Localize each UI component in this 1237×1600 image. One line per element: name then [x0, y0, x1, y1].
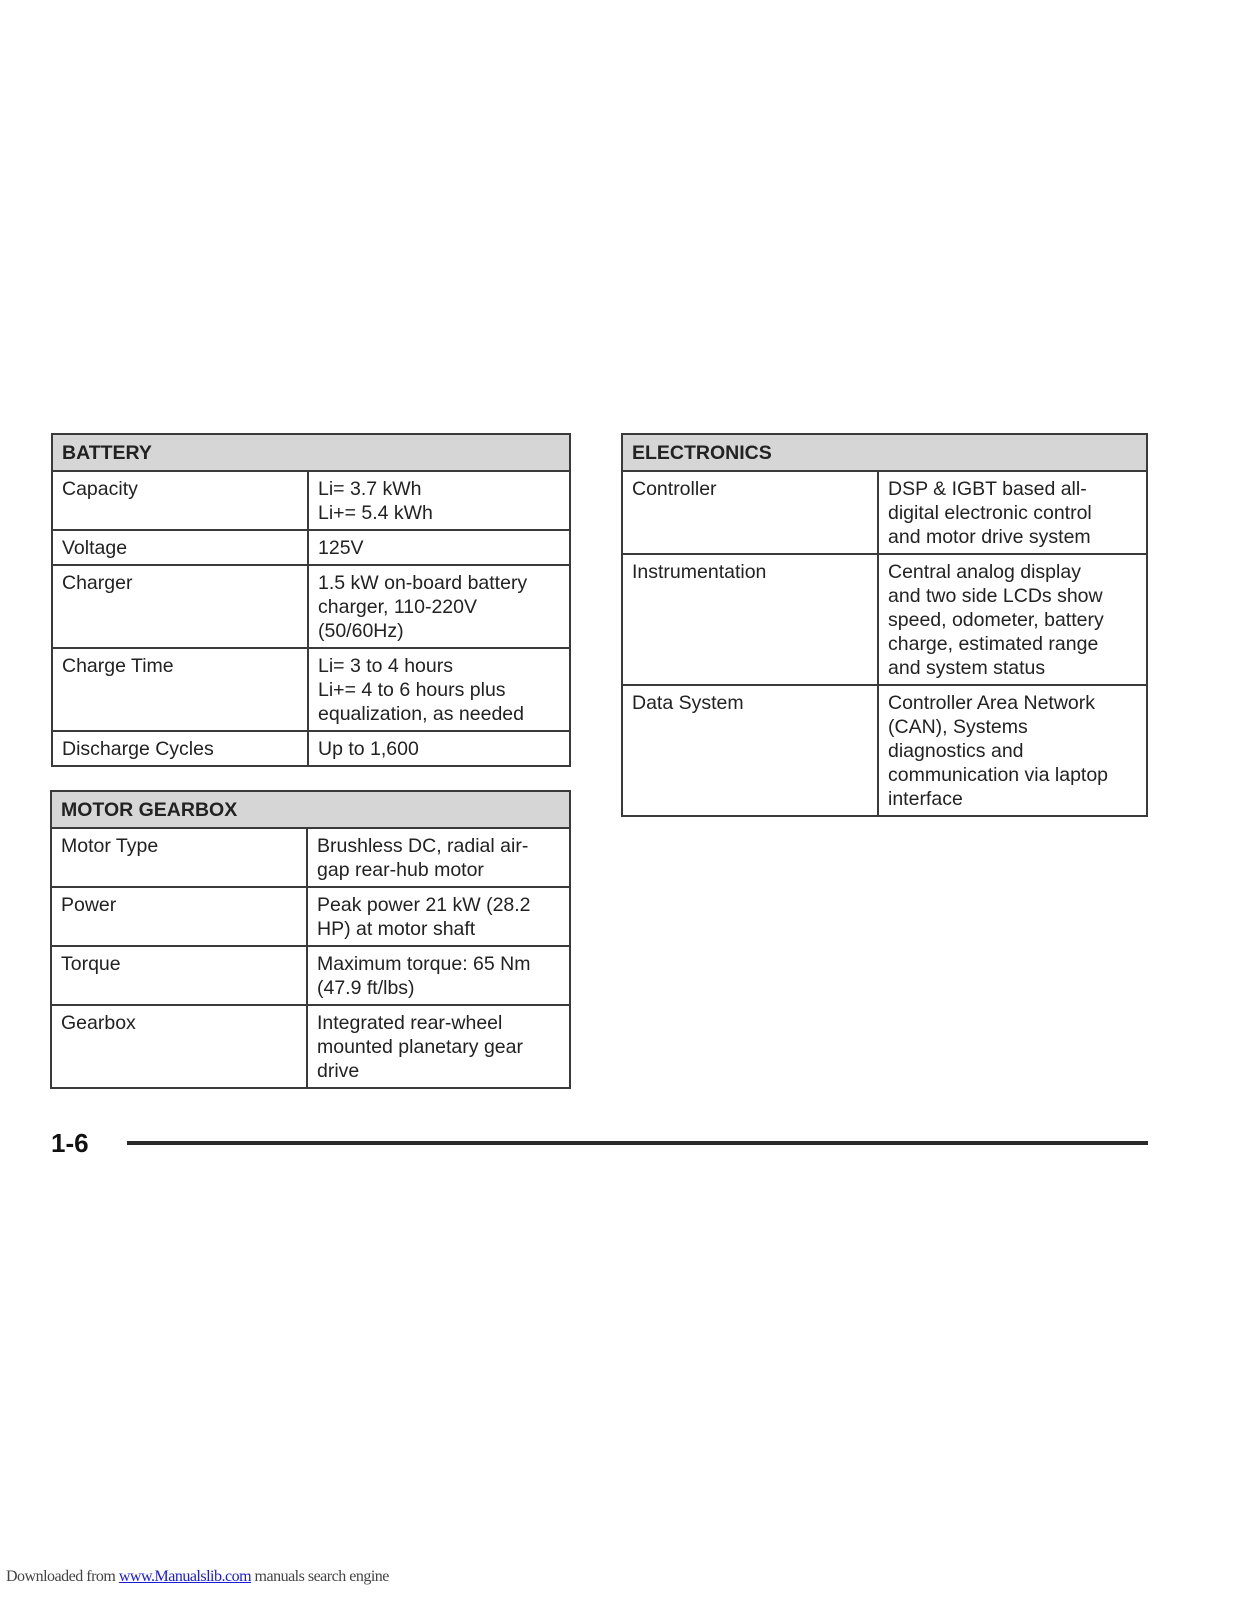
spec-label: Motor Type	[51, 828, 307, 887]
electronics-table	[621, 433, 1148, 817]
spec-label: Power	[51, 887, 307, 946]
motor-gearbox-table	[50, 790, 571, 1089]
spec-label: Charger	[52, 565, 308, 648]
table-row	[51, 1005, 570, 1088]
table-row	[622, 685, 1147, 816]
table-row	[52, 530, 570, 565]
spec-value: Central analog display and two side LCDs show speed, odometer, battery charge, estimated range and system status	[878, 554, 1147, 685]
spec-value: Li= 3.7 kWh Li+= 5.4 kWh	[308, 471, 570, 530]
table-row	[52, 565, 570, 648]
table-row	[622, 471, 1147, 554]
spec-value: Maximum torque: 65 Nm (47.9 ft/lbs)	[307, 946, 570, 1005]
table-row	[51, 946, 570, 1005]
table-row	[51, 828, 570, 887]
table-row	[52, 471, 570, 530]
table-row	[52, 731, 570, 766]
footer-rule	[127, 1141, 1148, 1145]
spec-value: Brushless DC, radial air- gap rear-hub motor	[307, 828, 570, 887]
battery-table	[51, 433, 571, 767]
spec-label: Charge Time	[52, 648, 308, 731]
spec-label: Instrumentation	[622, 554, 878, 685]
spec-label: Data System	[622, 685, 878, 816]
motor-gearbox-table-title: MOTOR GEARBOX	[51, 791, 570, 828]
footer-suffix: manuals search engine	[251, 1568, 389, 1585]
spec-value: Controller Area Network (CAN), Systems diagnostics and communication via laptop interface	[878, 685, 1147, 816]
spec-value: DSP & IGBT based all- digital electronic control and motor drive system	[878, 471, 1147, 554]
spec-value: 1.5 kW on-board battery charger, 110-220V (50/60Hz)	[308, 565, 570, 648]
spec-label: Torque	[51, 946, 307, 1005]
table-row	[52, 648, 570, 731]
spec-value: Li= 3 to 4 hours Li+= 4 to 6 hours plus equalization, as needed	[308, 648, 570, 731]
battery-table-title: BATTERY	[52, 434, 570, 471]
spec-label: Capacity	[52, 471, 308, 530]
electronics-table-title: ELECTRONICS	[622, 434, 1147, 471]
page-number: 1-6	[51, 1128, 89, 1158]
spec-label: Gearbox	[51, 1005, 307, 1088]
table-row	[622, 554, 1147, 685]
spec-value: 125V	[308, 530, 570, 565]
spec-label: Controller	[622, 471, 878, 554]
footer-prefix: Downloaded from	[6, 1568, 119, 1585]
download-footer	[6, 1568, 389, 1586]
table-row	[51, 887, 570, 946]
spec-label: Voltage	[52, 530, 308, 565]
spec-value: Peak power 21 kW (28.2 HP) at motor shaft	[307, 887, 570, 946]
spec-value: Integrated rear-wheel mounted planetary gear drive	[307, 1005, 570, 1088]
spec-label: Discharge Cycles	[52, 731, 308, 766]
manualslib-link[interactable]: www.Manualslib.com	[118, 1568, 252, 1585]
spec-value: Up to 1,600	[308, 731, 570, 766]
